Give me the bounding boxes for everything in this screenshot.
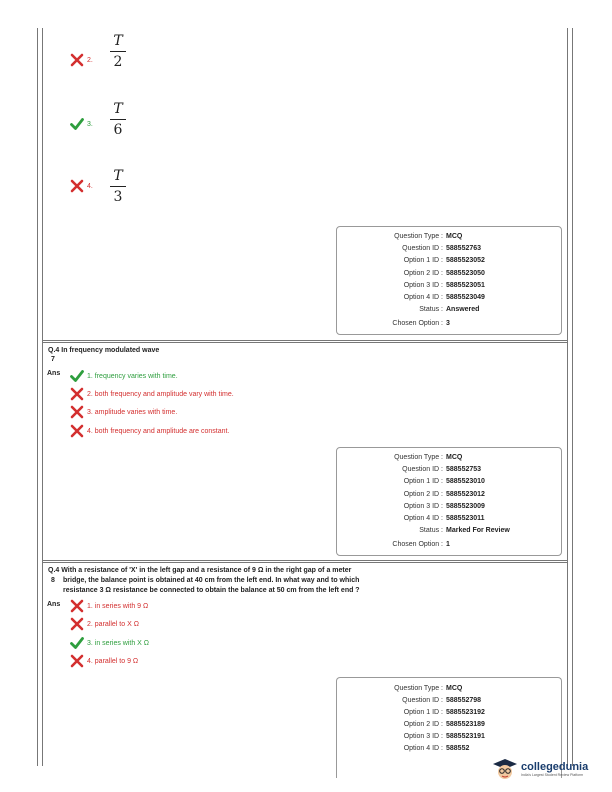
cross-icon (70, 405, 84, 419)
info-value: MCQ (446, 233, 463, 240)
info-value: 5885523189 (446, 721, 485, 728)
option-row (70, 599, 148, 613)
info-label: Option 1 ID : (403, 257, 443, 264)
fraction-denominator: 3 (113, 189, 123, 205)
fraction-bar (110, 119, 126, 120)
option-text: 2. both frequency and amplitude vary with time. (87, 390, 234, 398)
info-value: MCQ (446, 685, 463, 692)
page-border-right-inner (567, 28, 568, 766)
info-label: Option 1 ID : (403, 478, 443, 485)
info-label: Question ID : (402, 466, 443, 473)
info-label: Chosen Option : (392, 320, 443, 327)
info-row (337, 707, 561, 719)
option-row (70, 387, 234, 401)
info-value: 5885523191 (446, 733, 485, 740)
answer-label: Ans (47, 601, 61, 608)
info-label: Option 4 ID : (403, 745, 443, 752)
info-row (337, 719, 561, 731)
question-separator (42, 342, 567, 343)
info-label: Option 4 ID : (403, 294, 443, 301)
question-separator (42, 560, 567, 561)
info-row (337, 513, 561, 525)
info-row (337, 304, 561, 316)
info-row (337, 489, 561, 501)
check-icon (70, 369, 84, 383)
info-row (337, 731, 561, 743)
info-value: 1 (446, 541, 450, 548)
check-icon (70, 117, 84, 131)
fraction-numerator: T (113, 168, 123, 184)
info-value: 5885523009 (446, 503, 485, 510)
cross-icon (70, 599, 84, 613)
question-number: 7 (51, 356, 55, 363)
option-row (70, 369, 178, 383)
info-label: Question ID : (402, 245, 443, 252)
info-row (337, 695, 561, 707)
info-value: 588552753 (446, 466, 482, 473)
option-text: 2. parallel to X Ω (87, 620, 139, 628)
option-text: 4. both frequency and amplitude are constant. (87, 427, 230, 435)
cross-icon (70, 617, 84, 631)
info-value: 5885523050 (446, 270, 485, 277)
info-value: 588552798 (446, 697, 482, 704)
question-separator (42, 340, 567, 341)
info-row (337, 243, 561, 255)
option-number: 3. (87, 120, 93, 128)
fraction-bar (110, 186, 126, 187)
info-row (337, 318, 561, 330)
cross-icon (70, 179, 84, 193)
info-row (337, 476, 561, 488)
info-label: Status : (419, 527, 443, 534)
option-number: 2. (87, 56, 93, 64)
info-label: Option 1 ID : (403, 709, 443, 716)
option-row (70, 405, 177, 419)
fraction (109, 101, 127, 138)
info-row (337, 539, 561, 551)
info-label: Question ID : (402, 697, 443, 704)
page-border-right-outer (572, 28, 573, 766)
info-value: 5885523051 (446, 282, 485, 289)
info-label: Option 2 ID : (403, 721, 443, 728)
info-row (337, 743, 561, 755)
option-number: 4. (87, 182, 93, 190)
info-value: MCQ (446, 454, 463, 461)
option-row (70, 179, 93, 193)
info-value: Marked For Review (446, 527, 510, 534)
option-text: 3. in series with X Ω (87, 639, 150, 647)
info-row (337, 452, 561, 464)
option-text: 1. frequency varies with time. (87, 372, 178, 380)
cross-icon (70, 53, 84, 67)
fraction-numerator: T (113, 101, 123, 117)
info-value: Answered (446, 306, 480, 313)
option-text: 1. in series with 9 Ω (87, 602, 149, 610)
question-prefix: Q.4 (48, 567, 60, 574)
option-text: 3. amplitude varies with time. (87, 408, 178, 416)
option-text: 4. parallel to 9 Ω (87, 657, 139, 665)
option-row (70, 617, 139, 631)
fraction-numerator: T (113, 33, 123, 49)
question-text: In frequency modulated wave (61, 347, 160, 354)
page-border-left-inner (42, 28, 43, 766)
page-border-left-outer (37, 28, 38, 766)
info-value: 5885523052 (446, 257, 485, 264)
option-row (70, 53, 93, 67)
fraction-bar (110, 51, 126, 52)
info-label: Chosen Option : (392, 541, 443, 548)
cross-icon (70, 387, 84, 401)
info-value: 5885523192 (446, 709, 485, 716)
info-label: Option 4 ID : (403, 515, 443, 522)
question-header (48, 566, 351, 576)
info-value: 5885523049 (446, 294, 485, 301)
option-row (70, 117, 93, 131)
info-row (337, 501, 561, 513)
question-header (48, 346, 159, 356)
graduate-mascot-icon (492, 758, 518, 780)
info-label: Option 2 ID : (403, 270, 443, 277)
info-label: Question Type : (394, 454, 443, 461)
fraction (109, 33, 127, 70)
question-text-line: With a resistance of 'X' in the left gap and a resistance of 9 Ω in the right gap of a meter (61, 567, 352, 574)
cross-icon (70, 654, 84, 668)
info-row (337, 464, 561, 476)
info-row (337, 231, 561, 243)
info-label: Status : (419, 306, 443, 313)
collegedunia-logo (492, 758, 588, 780)
info-label: Option 3 ID : (403, 733, 443, 740)
question-info-box (336, 447, 562, 556)
info-label: Option 3 ID : (403, 282, 443, 289)
info-row (337, 268, 561, 280)
question-number: 8 (51, 577, 55, 584)
info-label: Option 3 ID : (403, 503, 443, 510)
info-label: Option 2 ID : (403, 491, 443, 498)
check-icon (70, 636, 84, 650)
info-row (337, 525, 561, 537)
info-value: 5885523011 (446, 515, 485, 522)
fraction-denominator: 2 (113, 54, 123, 70)
cross-icon (70, 424, 84, 438)
info-label: Question Type : (394, 685, 443, 692)
option-row (70, 636, 149, 650)
info-row (337, 255, 561, 267)
info-row (337, 292, 561, 304)
fraction-denominator: 6 (113, 122, 123, 138)
info-value: 5885523012 (446, 491, 485, 498)
question-separator (42, 562, 567, 563)
option-row (70, 424, 229, 438)
option-row (70, 654, 138, 668)
question-text-line: bridge, the balance point is obtained at 40 cm from the left end. In what way and to which (63, 577, 360, 584)
info-value: 588552763 (446, 245, 482, 252)
question-prefix: Q.4 (48, 347, 60, 354)
info-row (337, 280, 561, 292)
answer-label: Ans (47, 370, 61, 377)
info-value: 588552 (446, 745, 470, 752)
question-text-line: resistance 3 Ω resistance be connected to obtain the balance at 50 cm from the left end ? (63, 587, 360, 594)
info-value: 3 (446, 320, 450, 327)
info-value: 5885523010 (446, 478, 485, 485)
info-row (337, 683, 561, 695)
logo-name: collegedunia (521, 760, 589, 773)
fraction (109, 168, 127, 205)
info-label: Question Type : (394, 233, 443, 240)
question-info-box (336, 226, 562, 335)
logo-tagline: India's Largest Student Review Platform (521, 772, 584, 777)
